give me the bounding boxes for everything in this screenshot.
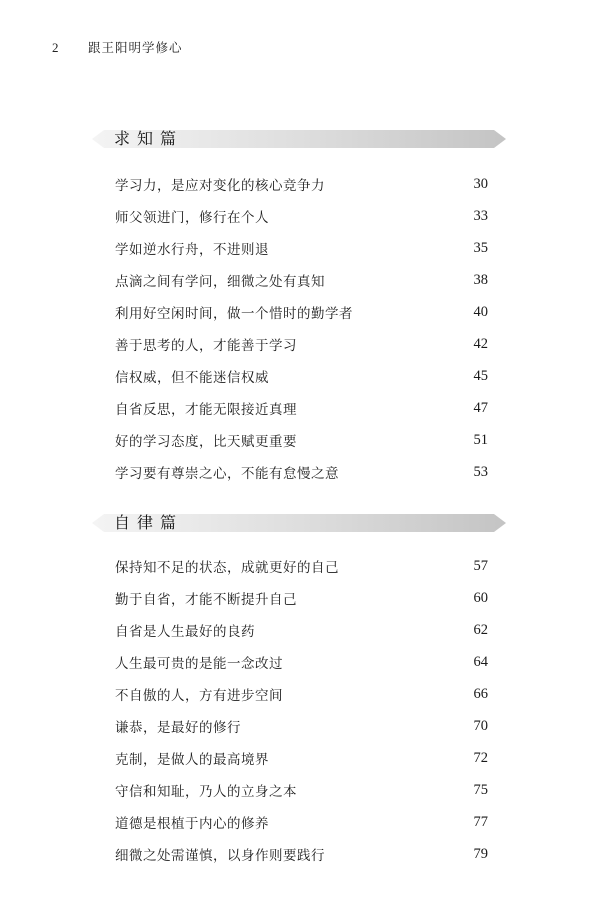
toc-entry-page: 35 <box>473 239 488 256</box>
toc-entry-title: 利用好空闲时间，做一个惜时的勤学者 <box>115 306 353 322</box>
toc-entry[interactable] <box>115 550 488 582</box>
toc-entry-page: 42 <box>473 335 488 352</box>
toc-entry[interactable] <box>115 296 488 328</box>
section-banner-qiuzhi <box>92 128 506 150</box>
toc-entry-page: 72 <box>473 749 488 766</box>
toc-entry-title: 善于思考的人，才能善于学习 <box>115 338 297 354</box>
toc-entry-title: 信权威，但不能迷信权威 <box>115 370 269 386</box>
toc-list-zilv <box>115 550 488 870</box>
toc-entry-title: 克制，是做人的最高境界 <box>115 752 269 768</box>
toc-entry-title: 保持知不足的状态，成就更好的自己 <box>115 560 339 576</box>
toc-entry-page: 33 <box>473 207 488 224</box>
toc-entry-title: 自省反思，才能无限接近真理 <box>115 402 297 418</box>
toc-entry[interactable] <box>115 168 488 200</box>
toc-entry-page: 64 <box>473 653 488 670</box>
toc-entry[interactable] <box>115 582 488 614</box>
toc-entry[interactable] <box>115 806 488 838</box>
running-header <box>52 38 183 56</box>
toc-entry-page: 40 <box>473 303 488 320</box>
toc-entry-title: 好的学习态度，比天赋更重要 <box>115 434 297 450</box>
toc-entry-page: 38 <box>473 271 488 288</box>
toc-entry-title: 细微之处需谨慎，以身作则要践行 <box>115 848 325 864</box>
toc-entry-page: 30 <box>473 175 488 192</box>
section-banner-zilv <box>92 512 506 534</box>
toc-entry-page: 66 <box>473 685 488 702</box>
toc-entry[interactable] <box>115 424 488 456</box>
toc-entry[interactable] <box>115 710 488 742</box>
page-number: 2 <box>52 40 59 55</box>
toc-entry[interactable] <box>115 456 488 488</box>
toc-entry-page: 47 <box>473 399 488 416</box>
toc-entry-title: 学习力，是应对变化的核心竞争力 <box>115 178 325 194</box>
toc-entry[interactable] <box>115 678 488 710</box>
toc-entry-title: 道德是根植于内心的修养 <box>115 816 269 832</box>
toc-entry-page: 70 <box>473 717 488 734</box>
toc-entry-page: 57 <box>473 557 488 574</box>
toc-entry-page: 60 <box>473 589 488 606</box>
toc-entry[interactable] <box>115 646 488 678</box>
toc-entry[interactable] <box>115 264 488 296</box>
book-title: 跟王阳明学修心 <box>88 40 183 55</box>
toc-entry[interactable] <box>115 360 488 392</box>
toc-entry-page: 79 <box>473 845 488 862</box>
toc-entry-title: 不自傲的人，方有进步空间 <box>115 688 283 704</box>
toc-entry-title: 谦恭，是最好的修行 <box>115 720 241 736</box>
toc-entry-title: 自省是人生最好的良药 <box>115 624 255 640</box>
toc-entry-page: 62 <box>473 621 488 638</box>
toc-entry[interactable] <box>115 392 488 424</box>
toc-list-qiuzhi <box>115 168 488 488</box>
toc-entry-page: 53 <box>473 463 488 480</box>
toc-entry[interactable] <box>115 774 488 806</box>
toc-entry[interactable] <box>115 232 488 264</box>
toc-entry-title: 师父领进门，修行在个人 <box>115 210 269 226</box>
section-title: 求知篇 <box>114 129 184 148</box>
toc-entry-title: 守信和知耻，乃人的立身之本 <box>115 784 297 800</box>
toc-entry-title: 人生最可贵的是能一念改过 <box>115 656 283 672</box>
toc-entry-page: 77 <box>473 813 488 830</box>
toc-entry-title: 学习要有尊崇之心，不能有怠慢之意 <box>115 466 339 482</box>
toc-entry-title: 点滴之间有学问，细微之处有真知 <box>115 274 325 290</box>
toc-entry[interactable] <box>115 200 488 232</box>
toc-entry[interactable] <box>115 742 488 774</box>
toc-entry-title: 勤于自省，才能不断提升自己 <box>115 592 297 608</box>
section-title: 自律篇 <box>114 513 184 532</box>
toc-entry-page: 45 <box>473 367 488 384</box>
toc-entry[interactable] <box>115 328 488 360</box>
toc-entry-page: 75 <box>473 781 488 798</box>
toc-entry-page: 51 <box>473 431 488 448</box>
toc-entry[interactable] <box>115 838 488 870</box>
toc-entry[interactable] <box>115 614 488 646</box>
toc-entry-title: 学如逆水行舟，不进则退 <box>115 242 269 258</box>
